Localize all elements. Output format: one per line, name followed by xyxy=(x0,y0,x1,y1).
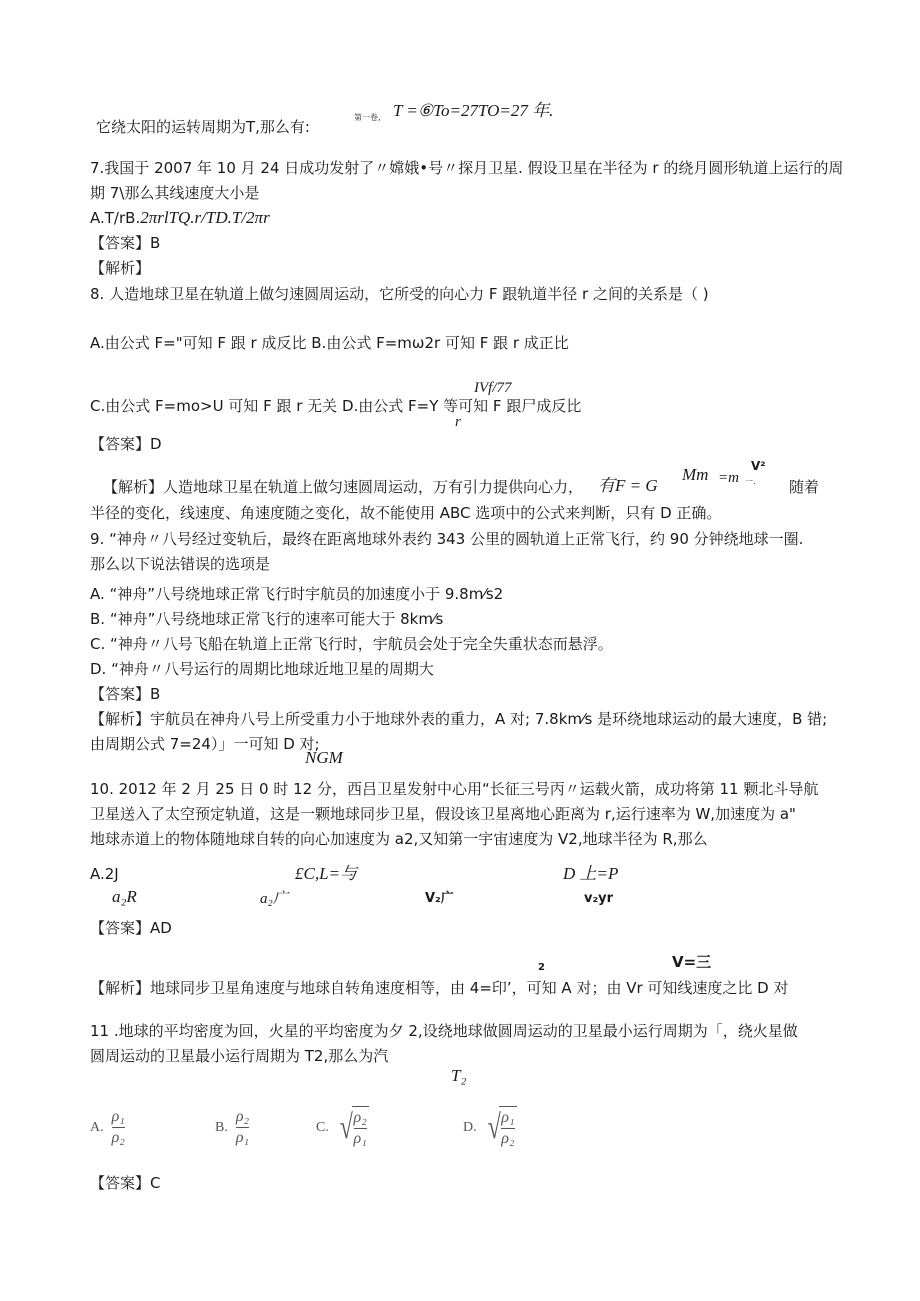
q11-t2: T₂ xyxy=(451,1066,467,1085)
q11-option-a-fraction xyxy=(112,1108,125,1147)
fraction-bar xyxy=(236,1127,249,1128)
q11-option-d-den: ρ₂ xyxy=(501,1130,515,1147)
q10-option-d-top: D 上=P xyxy=(563,864,619,883)
fraction-bar xyxy=(501,1128,514,1129)
q11-option-b-den: ρ₁ xyxy=(235,1129,250,1146)
q11-option-c-fraction xyxy=(354,1109,367,1148)
q11-option-d-label: D. xyxy=(463,1120,477,1135)
q11-option-b xyxy=(215,1108,249,1147)
q11-option-d-fraction xyxy=(501,1109,514,1148)
q9-option-b: B. “神舟”八号绕地球正常飞行的速率可能大于 8km⁄s xyxy=(90,610,444,628)
q8-analysis-dot: 一. xyxy=(745,477,756,486)
q11-option-c-den: ρ₁ xyxy=(353,1130,367,1147)
q10-line1: 10. 2012 年 2 月 25 日 0 时 12 分，西吕卫星发射中心用“长征三号丙〃运载火箭，成功将第 11 颗北斗导航 xyxy=(90,780,819,798)
q9-analysis-1: 【解析】宇航员在神舟八号上所受重力小于地球外表的重力，A 对; 7.8km⁄s 是环绕地球运动的最大速度，B 错; xyxy=(90,710,828,728)
q9-option-c: C. “神舟〃八号飞船在轨道上正常飞行时，宇航员会处于完全失重状态而悬浮。 xyxy=(90,635,613,653)
q11-option-c-num: ρ₂ xyxy=(353,1109,367,1126)
q8-line1: 8. 人造地球卫星在轨道上做匀速圆周运动，它所受的向心力 F 跟轨道半径 r 之间的关系是（ ) xyxy=(90,285,709,303)
q11-line2: 圆周运动的卫星最小运行周期为 T2,那么为汽 xyxy=(90,1047,389,1065)
q10-option-a-bottom: a₂R xyxy=(112,887,137,906)
fraction-bar xyxy=(112,1127,125,1128)
q9-line1: 9. “神舟〃八号经过变轨后，最终在距离地球外表约 343 公里的圆轨道上正常飞行，约 90 分钟绕地球一圈. xyxy=(90,530,804,548)
q7-line1: 7.我国于 2007 年 10 月 24 日成功发射了〃嫦娥•号〃探月卫星. 假设卫星在半径为 r 的绕月圆形轨道上运行的周 xyxy=(90,159,844,177)
q11-option-d-num: ρ₁ xyxy=(501,1109,515,1126)
q11-option-a-label: A. xyxy=(90,1119,104,1135)
q10-option-d-bottom: v₂yr xyxy=(584,891,614,906)
q8-analysis-formula: 有F = G xyxy=(598,476,658,495)
q9-option-a: A. “神舟”八号绕地球正常飞行时宇航员的加速度小于 9.8m⁄s2 xyxy=(90,585,504,603)
q9-answer: 【答案】B xyxy=(90,685,161,703)
q10-sup2: 2 xyxy=(538,962,545,973)
q11-option-b-label: B. xyxy=(215,1119,228,1135)
q7-analysis: 【解析】 xyxy=(90,259,151,277)
q8-options-cd: C.由公式 F=mo>U 可知 F 跟 r 无关 D.由公式 F=Y 等可知 F 跟尸成反比 xyxy=(90,397,582,415)
q8-answer: 【答案】D xyxy=(90,435,162,453)
q8-option-d-bottom: r xyxy=(455,414,461,430)
q11-option-d xyxy=(463,1106,517,1150)
q10-v-eq: V=三 xyxy=(672,953,712,971)
q10-analysis: 【解析】地球同步卫星角速度与地球自转角速度相等，由 4=印’，可知 A 对；由 Vr 可知线速度之比 D 对 xyxy=(90,979,789,997)
q10-option-b-top: £C,L=与 xyxy=(295,864,358,883)
fraction-bar xyxy=(354,1128,367,1129)
q11-option-b-fraction xyxy=(236,1108,249,1147)
q8-analysis-a: 【解析】人造地球卫星在轨道上做匀速圆周运动，万有引力提供向心力， xyxy=(103,478,584,496)
q10-line3: 地球赤道上的物体随地球自转的向心加速度为 a2,又知第一宇宙速度为 V2,地球半径为 R,那么 xyxy=(90,830,708,848)
q7-options-a: A.T/rB. xyxy=(90,209,141,227)
intro-tag: 第一卷, xyxy=(354,113,381,122)
q11-option-a-den: ρ₂ xyxy=(111,1129,125,1146)
intro-formula: T =⑥To=27TO=27 年. xyxy=(393,101,554,120)
q10-option-b-bottom: a₂广 xyxy=(260,891,288,907)
q11-option-a-num: ρ₁ xyxy=(111,1108,125,1125)
q8-options-ab: A.由公式 F="可知 F 跟 r 成反比 B.由公式 F=mω2r 可知 F 跟 r 成正比 xyxy=(90,334,569,352)
q8-analysis-eq: =m xyxy=(718,470,739,486)
q8-analysis-b: 半径的变化，线速度、角速度随之变化，故不能使用 ABC 选项中的公式来判断，只有 D 正确。 xyxy=(90,504,722,522)
q7-options-b: 2πrlTQ.r/TD.T/2πr xyxy=(140,208,270,227)
q10-answer: 【答案】AD xyxy=(90,919,172,937)
q8-analysis-tail: 随着 xyxy=(789,478,820,496)
q7-line2: 期 7\那么其线速度大小是 xyxy=(90,184,260,202)
q11-option-a xyxy=(90,1108,125,1147)
q9-option-d: D. “神舟〃八号运行的周期比地球近地卫星的周期大 xyxy=(90,660,434,678)
q8-analysis-v2: V² xyxy=(751,459,766,473)
q11-answer: 【答案】C xyxy=(90,1174,161,1192)
q9-ngm: NGM xyxy=(305,748,343,767)
q8-analysis-mm: Mm xyxy=(682,465,709,484)
q9-analysis-2: 由周期公式 7=24）」一可知 D 对; xyxy=(90,735,320,753)
q9-line2: 那么以下说法错误的选项是 xyxy=(90,555,271,573)
q11-option-c xyxy=(316,1106,369,1150)
q10-option-a-top: A.2J xyxy=(90,865,119,883)
q8-option-d-top: IVf/77 xyxy=(474,380,512,396)
q11-option-b-num: ρ₂ xyxy=(235,1108,250,1125)
sqrt-icon: √ $\frac{\text{ρ₁}}{\text{ρ₂}}$ xyxy=(485,1106,517,1150)
q11-line1: 11 .地球的平均密度为回，火星的平均密度为夕 2,设绕地球做圆周运动的卫星最小运行周期为「，绕火星做 xyxy=(90,1022,798,1040)
q7-answer: 【答案】B xyxy=(90,234,161,252)
intro-text: 它绕太阳的运转周期为T,那么有: xyxy=(96,118,310,136)
q11-option-c-label: C. xyxy=(316,1120,329,1135)
q7-options xyxy=(90,208,270,228)
sqrt-icon: √ $\frac{\text{ρ₂}}{\text{ρ₁}}$ xyxy=(337,1106,369,1150)
q10-option-c-bottom: V₂广 xyxy=(425,891,454,906)
q10-line2: 卫星送入了太空预定轨道，这是一颗地球同步卫星，假设该卫星离地心距离为 r,运行速率为 W,加速度为 a" xyxy=(90,805,796,823)
